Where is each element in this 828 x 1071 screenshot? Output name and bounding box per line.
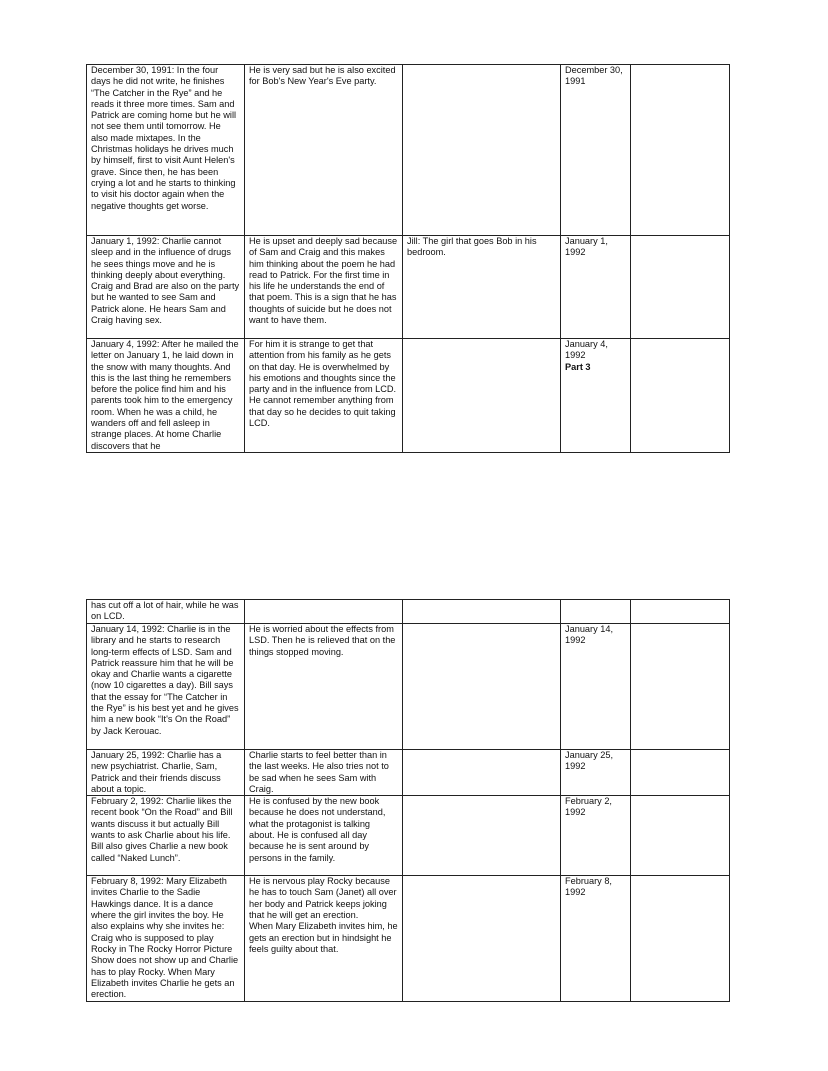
extra-cell [631,796,730,876]
extra-cell [631,624,730,750]
summary-cell: December 30, 1991: In the four days he did not write, he finishes “The Catcher in the Rye” and he reads it three more times. Sam and Patrick are coming home but he will not see them until tomorrow. He also made mixtapes. In the Christmas holidays he drives much by himself, first to visit Aunt Helen's grave. Since then, he has been crying a lot and he starts to thinking to visit his doctor again when the negative thoughts get worse. [87,65,245,236]
table-row [87,339,730,453]
table-row [87,796,730,876]
summary-cell: January 14, 1992: Charlie is in the library and he starts to research long-term effects of LSD. Sam and Patrick reassure him that he will be okay and Charlie wants a cigarette (now 10 cigarettes a day). Bill says that the essay for “The Catcher in the Rye” is his best yet and he gives him a new book “It's On the Road” by Jack Kerouac. [87,624,245,750]
characters-cell [403,796,561,876]
feelings-cell: For him it is strange to get that attention from his family as he gets on that day. He is overwhelmed by his emotions and thoughts since the party and in the influence from LCD. He cannot remember anything from that day so he decides to quit taking LCD. [245,339,403,453]
extra-cell [631,236,730,339]
feelings-cell [245,600,403,624]
date-cell [561,600,631,624]
extra-cell [631,750,730,796]
extra-cell [631,65,730,236]
characters-cell [403,624,561,750]
summary-cell: January 4, 1992: After he mailed the letter on January 1, he laid down in the snow with many thoughts. And this is the last thing he remembers before the police find him and his parents took him to the emergency room. When he was a child, he wanders off and fell asleep in strange places. At home Charlie discovers that he [87,339,245,453]
feelings-cell: He is confused by the new book because he does not understand, what the protagonist is talking about. He is confused all day because he is sent around by persons in the family. [245,796,403,876]
summary-cell: January 1, 1992: Charlie cannot sleep and in the influence of drugs he sees things move and he is thinking deeply about everything. Craig and Brad are also on the party but he wanted to see Sam and Patrick alone. He hears Sam and Craig having sex. [87,236,245,339]
date-cell: December 30, 1991 [561,65,631,236]
extra-cell [631,600,730,624]
date-cell: January 4, 1992 Part 3 [561,339,631,453]
feelings-cell: Charlie starts to feel better than in the last weeks. He also tries not to be sad when he sees Sam with Craig. [245,750,403,796]
table-row [87,876,730,1002]
feelings-cell: He is worried about the effects from LSD. Then he is relieved that on the things stopped moving. [245,624,403,750]
table-row [87,236,730,339]
extra-cell [631,339,730,453]
table-row [87,624,730,750]
summary-cell: February 2, 1992: Charlie likes the recent book “On the Road” and Bill wants discuss it but actually Bill wants to ask Charlie about his life. Bill also gives Charlie a new book called “Naked Lunch”. [87,796,245,876]
date-cell: January 1, 1992 [561,236,631,339]
table-row [87,65,730,236]
feelings-cell: He is upset and deeply sad because of Sam and Craig and this makes him thinking about the poem he had read to Patrick. For the first time in his life he understands the end of that poem. This is a sign that he has thoughts of suicide but he does not want to have them. [245,236,403,339]
characters-cell [403,339,561,453]
summary-cell: January 25, 1992: Charlie has a new psychiatrist. Charlie, Sam, Patrick and their friends discuss about a topic. [87,750,245,796]
date-cell: February 8, 1992 [561,876,631,1002]
characters-cell [403,750,561,796]
table-row [87,600,730,624]
part-label: Part 3 [565,361,591,372]
date-cell: January 25, 1992 [561,750,631,796]
date-cell: February 2, 1992 [561,796,631,876]
summary-cell: has cut off a lot of hair, while he was on LCD. [87,600,245,624]
characters-cell [403,876,561,1002]
notes-table-page-2 [86,599,730,1002]
extra-cell [631,876,730,1002]
characters-cell [403,65,561,236]
feelings-cell: He is very sad but he is also excited for Bob's New Year's Eve party. [245,65,403,236]
characters-cell [403,600,561,624]
date-cell: January 14, 1992 [561,624,631,750]
table-row [87,750,730,796]
characters-cell: Jill: The girl that goes Bob in his bedroom. [403,236,561,339]
feelings-cell: He is nervous play Rocky because he has to touch Sam (Janet) all over her body and Patrick keeps joking that he will get an erection. When Mary Elizabeth invites him, he gets an erection but in hindsight he feels guilty about that. [245,876,403,1002]
summary-cell: February 8, 1992: Mary Elizabeth invites Charlie to the Sadie Hawkings dance. It is a dance where the girl invites the boy. He also explains why she invites he: Craig who is supposed to play Rocky in The Rocky Horror Picture Show does not show up and Charlie has to play Rocky. When Mary Elizabeth invites Charlie he gets an erection. [87,876,245,1002]
notes-table-page-1 [86,64,730,453]
